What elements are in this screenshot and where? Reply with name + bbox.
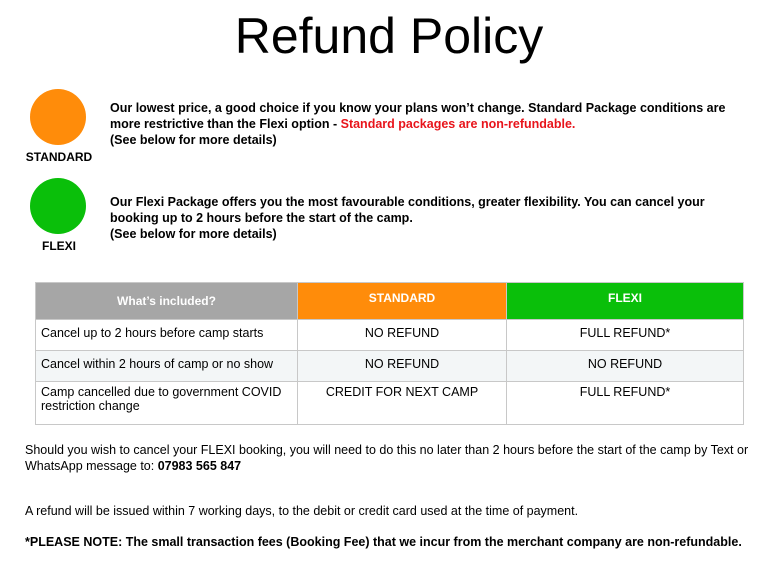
page-title: Refund Policy: [234, 8, 544, 64]
row-condition: Camp cancelled due to government COVID restriction change: [36, 382, 298, 425]
refund-timing-note: A refund will be issued within 7 working days, to the debit or credit card used at the time of payment.: [25, 504, 579, 518]
standard-label: STANDARD: [25, 150, 93, 164]
row-standard-value: NO REFUND: [298, 320, 507, 351]
standard-description: [110, 100, 750, 148]
refund-comparison-table: [35, 282, 744, 425]
table-row: [36, 351, 744, 382]
table-row: [36, 320, 744, 351]
table-row: [36, 382, 744, 425]
header-flexi: FLEXI: [507, 283, 744, 320]
row-flexi-value: NO REFUND: [507, 351, 744, 382]
row-flexi-value: FULL REFUND*: [507, 320, 744, 351]
row-condition: Cancel within 2 hours of camp or no show: [36, 351, 298, 382]
row-standard-value: CREDIT FOR NEXT CAMP: [298, 382, 507, 425]
row-condition: Cancel up to 2 hours before camp starts: [36, 320, 298, 351]
contact-phone-number: 07983 565 847: [157, 459, 242, 473]
row-standard-value: NO REFUND: [298, 351, 507, 382]
standard-more-details: (See below for more details): [110, 133, 277, 147]
cancel-instructions: [25, 442, 770, 474]
standard-circle-icon: [30, 89, 86, 145]
standard-nonrefundable-note: Standard packages are non-refundable.: [340, 117, 576, 131]
header-whats-included: What’s included?: [36, 283, 298, 320]
table-header-row: [36, 283, 744, 320]
flexi-label: FLEXI: [41, 239, 76, 253]
flexi-more-details: (See below for more details): [110, 227, 277, 241]
flexi-description: [110, 194, 750, 242]
row-flexi-value: FULL REFUND*: [507, 382, 744, 425]
header-standard: STANDARD: [298, 283, 507, 320]
cancel-instructions-text: Should you wish to cancel your FLEXI booking, you will need to do this no later than 2 hours before the start of the camp by Text or WhatsApp message to:: [25, 443, 749, 473]
standard-description-main: Our lowest price, a good choice if you know your plans won’t change. Standard Package conditions are more restrictive than the Flexi option -: [110, 101, 726, 131]
flexi-circle-icon: [30, 178, 86, 234]
booking-fee-note: *PLEASE NOTE: The small transaction fees (Booking Fee) that we incur from the merchant company are non-refundable.: [25, 535, 742, 549]
flexi-description-main: Our Flexi Package offers you the most favourable conditions, greater flexibility. You can cancel your booking up to 2 hours before the start of the camp.: [110, 195, 705, 225]
